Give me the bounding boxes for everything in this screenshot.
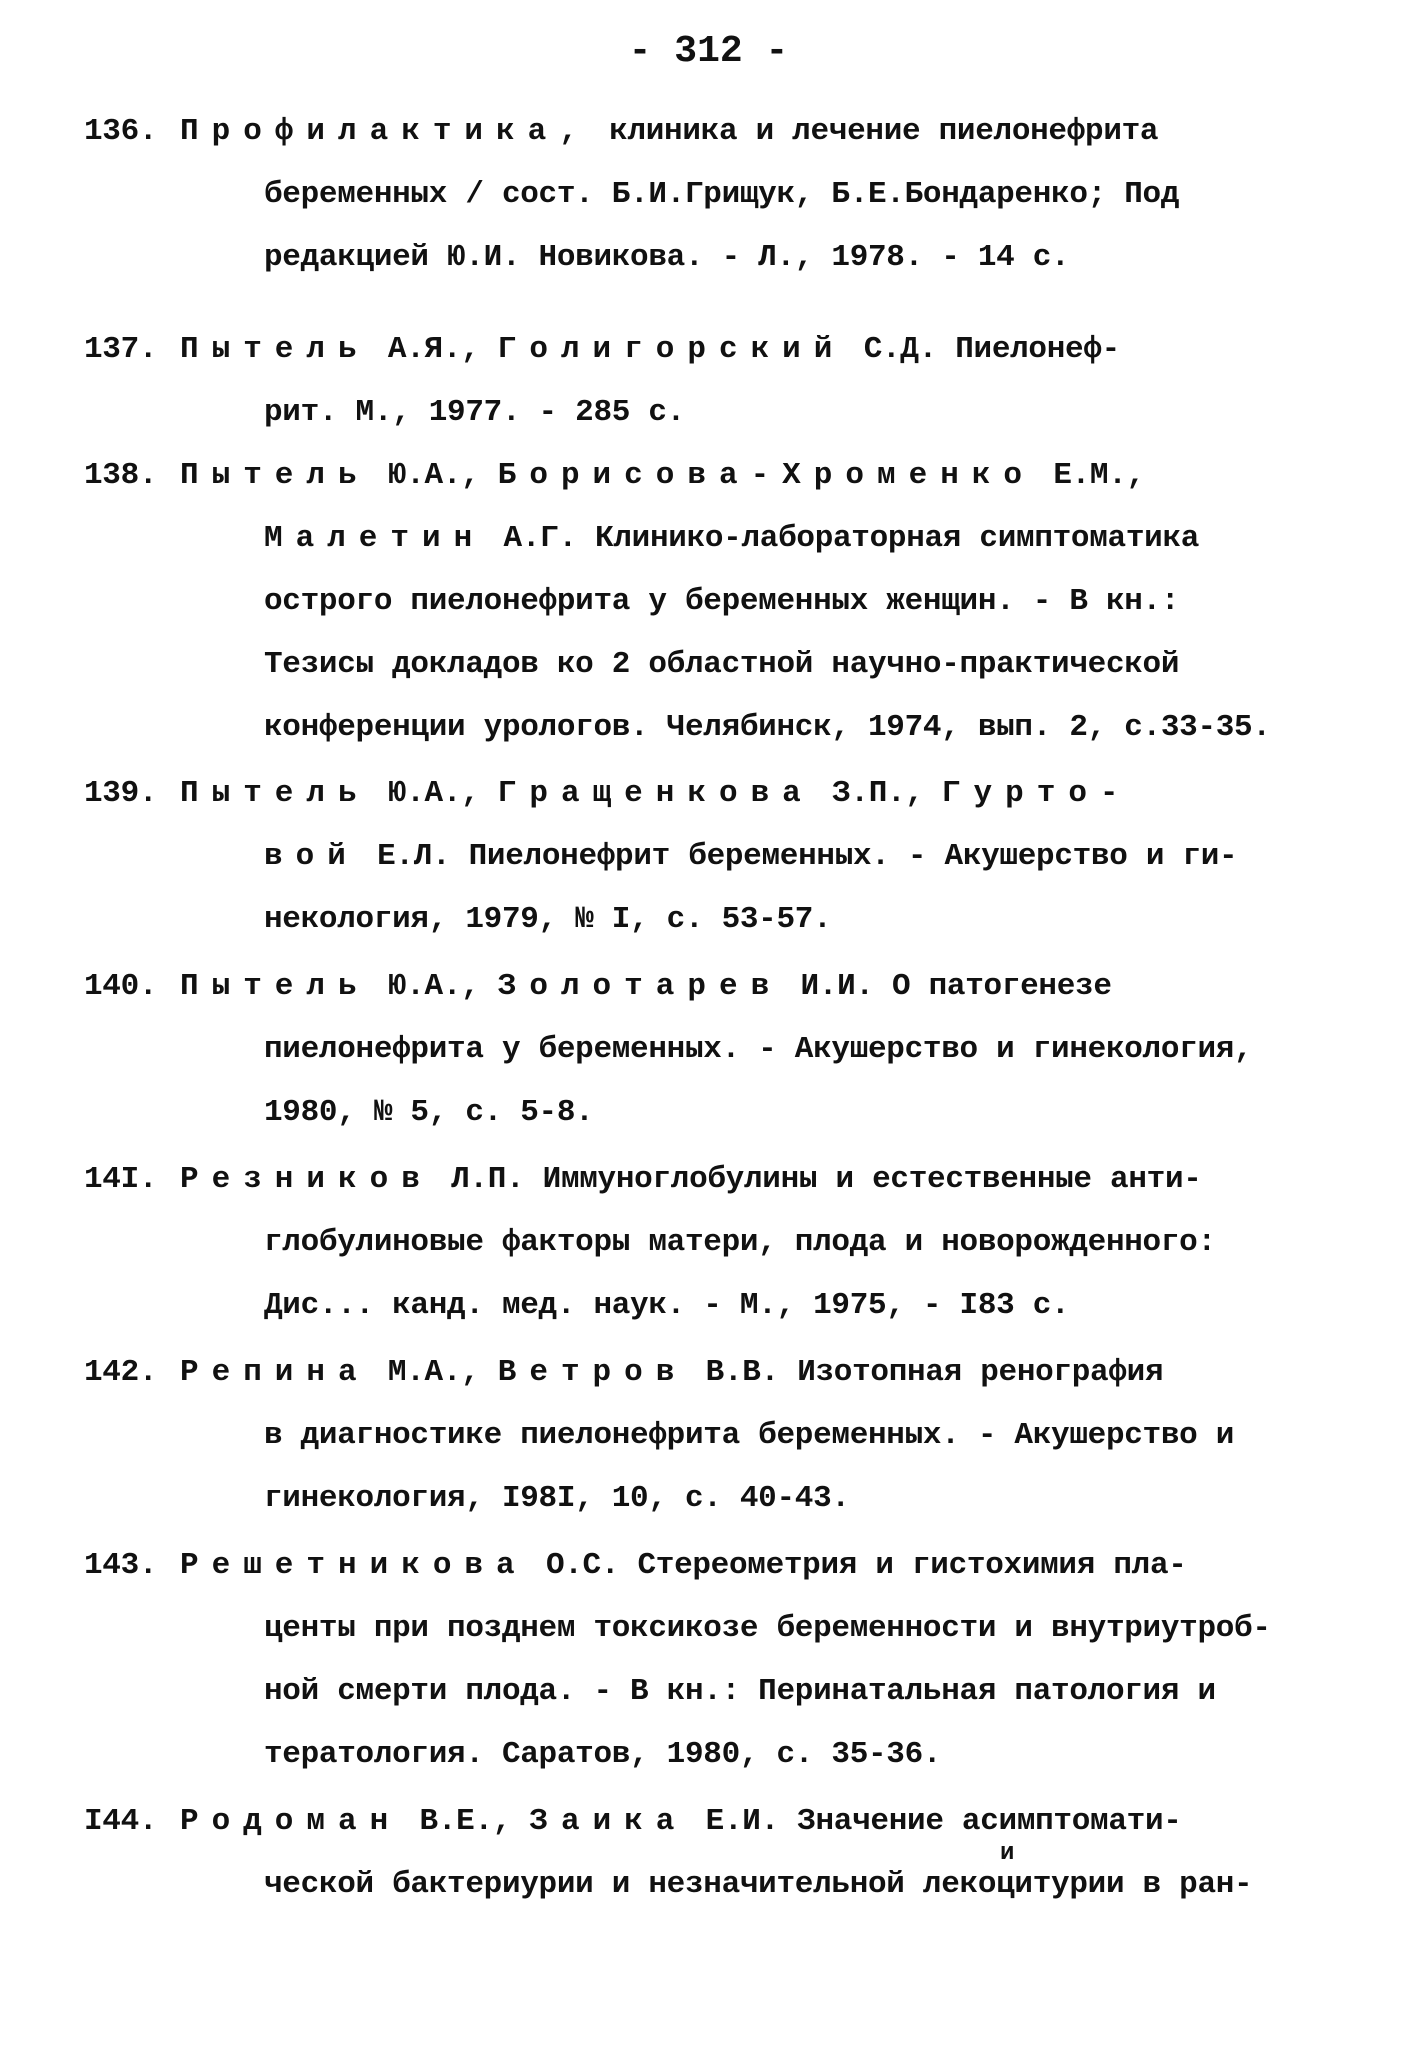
entry-line (84, 1148, 1344, 1211)
spaced-author: вой (264, 839, 359, 874)
entry-number: 138. (84, 458, 158, 493)
spaced-author: Родоман (180, 1804, 402, 1839)
entry-number: 136. (84, 114, 158, 149)
bibliography-entry-138 (84, 444, 1344, 759)
entry-text: Ю.А., (369, 969, 498, 1004)
entry-number: 140. (84, 969, 158, 1004)
entry-line (84, 1790, 1344, 1853)
spaced-author: Пытель (180, 458, 370, 493)
entry-line: Дис... канд. мед. наук. - М., 1975, - I83 с. (264, 1288, 1070, 1323)
bibliography-entry-142 (84, 1341, 1344, 1530)
entry-text: О.С. Стереометрия и гистохимия пла- (527, 1548, 1187, 1583)
page-number: - 312 - (628, 30, 789, 73)
spaced-author: Решетникова (180, 1548, 528, 1583)
entry-text: С.Д. Пиелонеф- (845, 332, 1120, 367)
entry-line: в диагностике пиелонефрита беременных. - Акушерство и (264, 1418, 1235, 1453)
entry-text: В.Е., (401, 1804, 530, 1839)
entry-line: рит. М., 1977. - 285 с. (264, 395, 685, 430)
entry-number: 143. (84, 1548, 158, 1583)
entry-text: В.В. Изотопная ренография (687, 1355, 1164, 1390)
entry-line: пиелонефрита у беременных. - Акушерство и гинекология, (264, 1032, 1253, 1067)
entry-text: Л.П. Иммуноглобулины и естественные анти- (432, 1162, 1202, 1197)
spaced-author: Золотарев (497, 969, 783, 1004)
entry-text: А.Я., (369, 332, 498, 367)
entry-text: Е.М., (1035, 458, 1145, 493)
entry-line: острого пиелонефрита у беременных женщин. - В кн.: (264, 584, 1180, 619)
entry-text: Е.Л. Пиелонефрит беременных. - Акушерство и ги- (358, 839, 1238, 874)
entry-line (84, 762, 1344, 825)
entry-line (84, 1534, 1344, 1597)
bibliography-entry-139 (84, 762, 1344, 951)
entry-line: центы при позднем токсикозе беременности и внутриутроб- (264, 1611, 1271, 1646)
bibliography-entry-136 (84, 100, 1344, 289)
spaced-author: Заика (529, 1804, 688, 1839)
entry-line: ческой бактериурии и незначительной лекоцитурии в ран- (264, 1867, 1253, 1902)
entry-number: I44. (84, 1804, 158, 1839)
entry-text: М.А., (369, 1355, 498, 1390)
entry-number: 14I. (84, 1162, 158, 1197)
entry-line: редакцией Ю.И. Новикова. - Л., 1978. - 14 с. (264, 240, 1070, 275)
entry-number: 139. (84, 776, 158, 811)
entry-line: конференции урологов. Челябинск, 1974, вып. 2, с.33-35. (264, 710, 1271, 745)
spaced-author: Пытель (180, 969, 370, 1004)
entry-text: клиника и лечение пиелонефрита (590, 114, 1159, 149)
entry-line: глобулиновые факторы матери, плода и новорожденного: (264, 1225, 1216, 1260)
entry-text: Ю.А., (369, 776, 498, 811)
entry-number: 142. (84, 1355, 158, 1390)
spaced-author: Репина (180, 1355, 370, 1390)
entry-text: А.Г. Клинико-лабораторная симптоматика (485, 521, 1200, 556)
entry-text: Ю.А., (369, 458, 498, 493)
handwritten-correction-mark: и (1000, 1840, 1015, 1867)
entry-text: Е.И. Значение асимптомати- (687, 1804, 1182, 1839)
entry-number: 137. (84, 332, 158, 367)
entry-line (84, 825, 1344, 888)
spaced-author: Ветров (497, 1355, 688, 1390)
entry-line: Тезисы докладов ко 2 областной научно-практической (264, 647, 1180, 682)
entry-line: 1980, № 5, с. 5-8. (264, 1095, 594, 1130)
bibliography-entry-137 (84, 318, 1344, 444)
entry-line (84, 955, 1344, 1018)
spaced-author: Пытель (180, 332, 370, 367)
spaced-author: Гурто- (941, 776, 1132, 811)
spaced-author: Пытель (180, 776, 370, 811)
entry-line (84, 100, 1344, 163)
bibliography-entry-140 (84, 955, 1344, 1144)
entry-line: гинекология, I98I, 10, с. 40-43. (264, 1481, 850, 1516)
entry-line: тератология. Саратов, 1980, с. 35-36. (264, 1737, 942, 1772)
spaced-author: Гращенкова (497, 776, 814, 811)
entry-line (84, 1341, 1344, 1404)
entry-line: некология, 1979, № I, с. 53-57. (264, 902, 832, 937)
bibliography-entry-143 (84, 1534, 1344, 1786)
spaced-author: Малетин (264, 521, 486, 556)
spaced-author: Борисова-Хроменко (497, 458, 1036, 493)
spaced-author: Голигорский (497, 332, 846, 367)
entry-line (84, 318, 1344, 381)
spaced-title: Профилактика, (180, 114, 591, 149)
entry-line (84, 444, 1344, 507)
entry-text: З.П., (813, 776, 942, 811)
bibliography-entry-144 (84, 1790, 1344, 1916)
spaced-author: Резников (180, 1162, 433, 1197)
bibliography-entry-141 (84, 1148, 1344, 1337)
entry-line (84, 507, 1344, 570)
entry-line: ной смерти плода. - В кн.: Перинатальная патология и (264, 1674, 1216, 1709)
entry-line: беременных / сост. Б.И.Грищук, Б.Е.Бондаренко; Под (264, 177, 1180, 212)
entry-text: И.И. О патогенезе (782, 969, 1112, 1004)
